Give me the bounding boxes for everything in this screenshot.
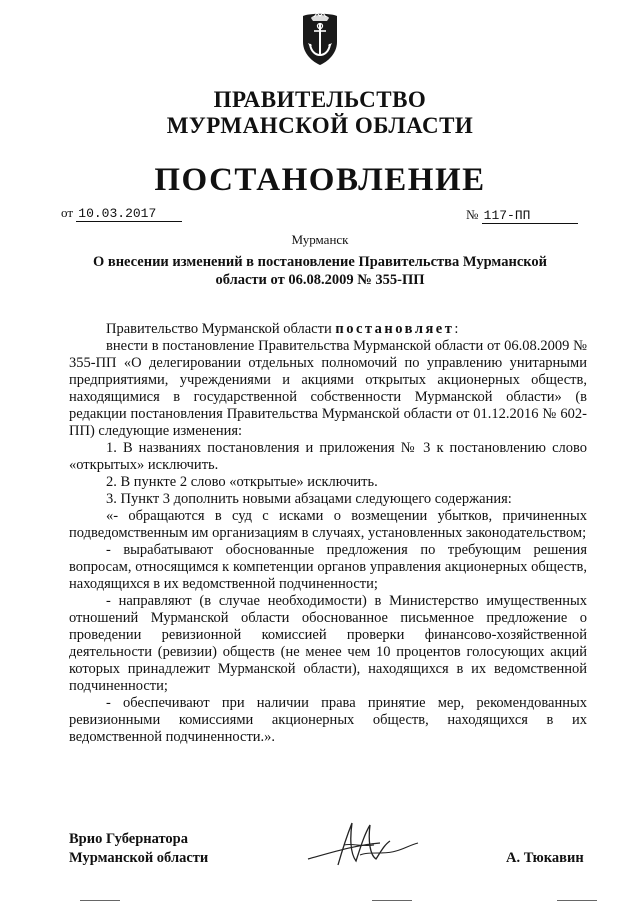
signatory-position-line1: Врио Губернатора: [69, 831, 188, 847]
footer-line-right: [557, 900, 597, 901]
intro-tail: :: [454, 321, 459, 337]
intro-decree-word: постановляет: [335, 321, 455, 337]
intro-lead: Правительство Мурманской области: [106, 321, 336, 337]
date-value: 10.03.2017: [76, 206, 182, 222]
body-paragraph: - обеспечивают при наличии права принятие мер, рекомендованных ревизионными комиссиями акционерных обществ, находящихся в их ведомственной подчиненности.».: [69, 695, 587, 745]
number-value: 117-ПП: [482, 208, 578, 224]
date-field: [61, 204, 182, 222]
footer-line-center: [372, 900, 412, 901]
number-prefix: №: [466, 207, 479, 222]
signatory-position: [69, 830, 208, 868]
subject-line-2: области от 06.08.2009 № 355-ПП: [215, 272, 425, 288]
subject-line-1: О внесении изменений в постановление Правительства Мурманской: [92, 254, 548, 270]
signatory-name: А. Тюкавин: [506, 850, 584, 866]
body-paragraph: 1. В названиях постановления и приложения № 3 к постановлению слово «открытых» исключить.: [69, 440, 587, 473]
document-subject: [60, 253, 580, 289]
body-paragraph: 3. Пункт 3 дополнить новыми абзацами следующего содержания:: [106, 491, 512, 507]
body-paragraph: «- обращаются в суд с исками о возмещении убытков, причиненных подведомственным им организациям в случаях, установленных законодательством;: [69, 508, 587, 541]
number-field: [466, 206, 578, 224]
signatory-position-line2: Мурманской области: [69, 850, 209, 866]
handwritten-signature: [300, 815, 430, 875]
body-paragraph: внести в постановление Правительства Мурманской области от 06.08.2009 № 355-ПП «О делегировании отдельных полномочий по управлению унитарными предприятиями, учреждениями и акциями открытых акционерных обществ, находящимися в государственной собственности Мурманской области» (в редакции постановления Правительства Мурманской области от 01.12.2016 № 602-ПП) следующие изменения:: [69, 338, 587, 439]
body-paragraph: - вырабатывают обоснованные предложения по требующим решения вопросам, относящимся к компетенции органов управления акционерных обществ, находящихся в их ведомственной подчиненности;: [69, 542, 587, 592]
intro-paragraph: [69, 321, 587, 338]
document-body: [69, 321, 587, 746]
city-label: Мурманск: [291, 232, 349, 247]
date-prefix: от: [61, 205, 74, 220]
government-title-line1: ПРАВИТЕЛЬСТВО: [213, 87, 427, 112]
coat-of-arms-emblem: [297, 10, 343, 66]
government-title-line2: МУРМАНСКОЙ ОБЛАСТИ: [166, 113, 474, 138]
body-paragraph: - направляют (в случае необходимости) в Министерство имущественных отношений Мурманской области обоснованное письменное предложение о проведении ревизионной комиссией проверки финансово-хозяйственной деятельности (ревизии) обществ (не менее чем 10 процентов голосующих акций которых принадлежит Мурманской области), находящихся в их ведомственной подчиненности;: [69, 593, 587, 694]
document-type-title: ПОСТАНОВЛЕНИЕ: [154, 162, 486, 198]
body-paragraph: 2. В пункте 2 слово «открытые» исключить.: [106, 474, 378, 490]
footer-line-left: [80, 900, 120, 901]
